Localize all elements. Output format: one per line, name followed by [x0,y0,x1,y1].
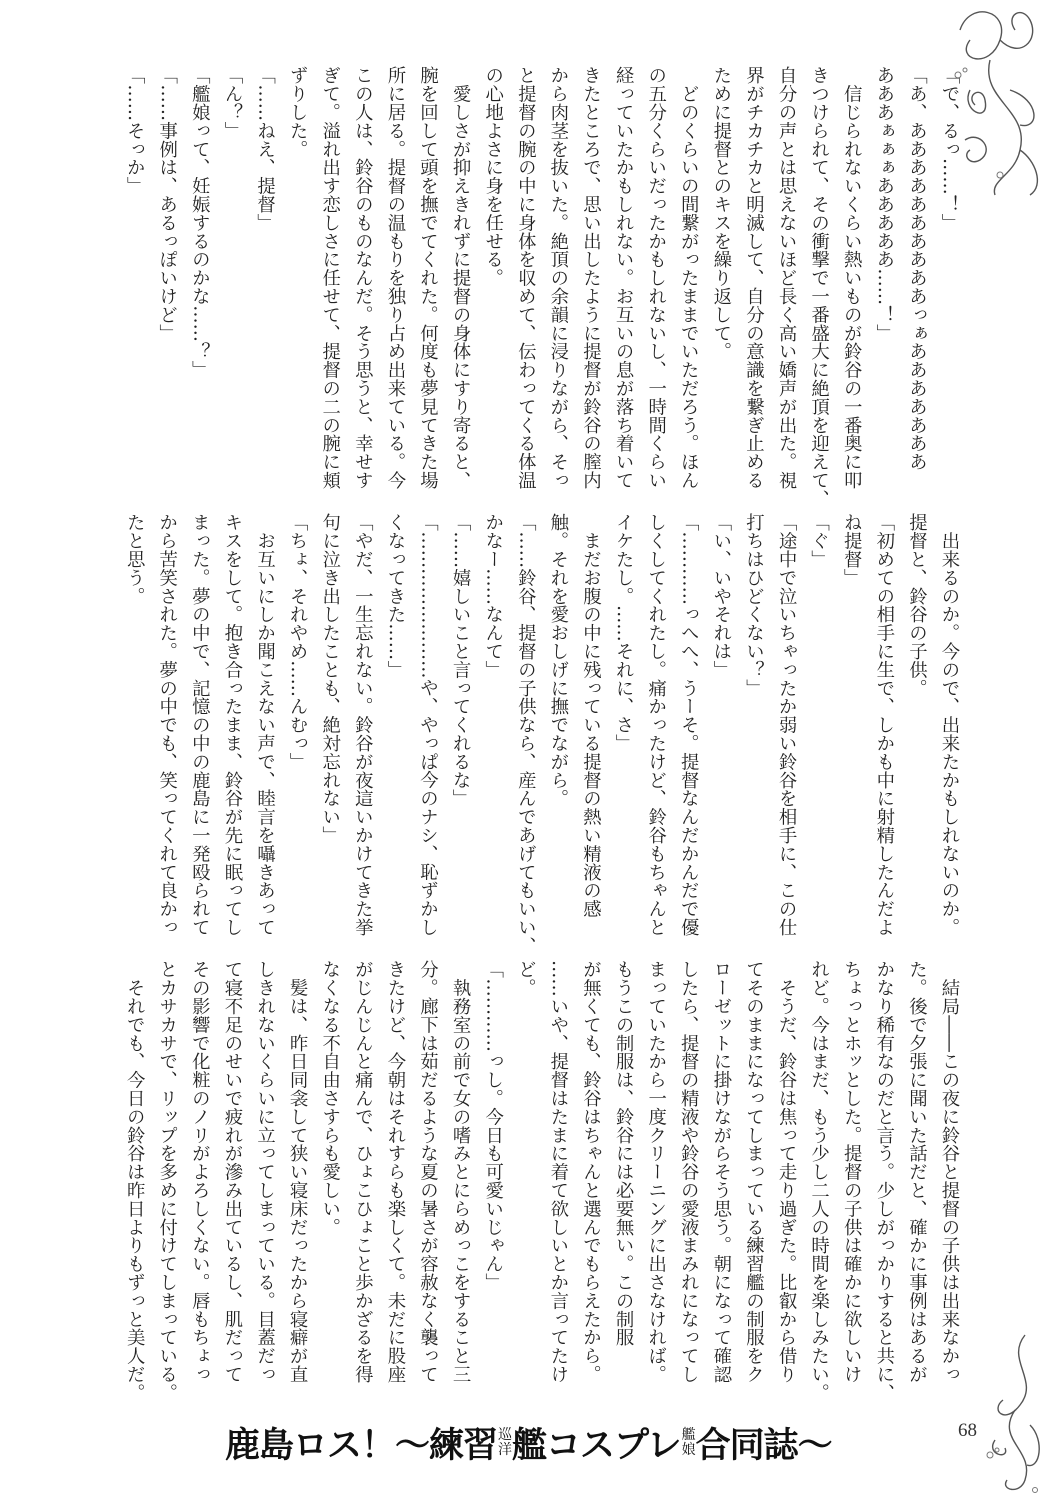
text-column: この人は、鈴谷のものなんだ。そう思うと、幸せす [352,66,374,490]
book-title-footer [225,1418,832,1468]
text-column: きつけられて、その衝撃で一番盛大に絶頂を迎えて、 [808,66,830,508]
text-column: そうだ、鈴谷は焦って走り過ぎた。比叡から借り [776,960,798,1384]
text-column: 「…………っし。今日も可愛いじゃん」 [482,960,504,1292]
text-column: ために提督とのキスを繰り返して。 [710,66,732,361]
ruby-char: 巡 [498,1427,512,1443]
ruby-annotation [682,1428,695,1458]
text-column: ……いや、提督はたまに着て欲しいとか言ってたけ [547,960,569,1384]
text-column: 「途中で泣いちゃったか弱い鈴谷を相手に、この仕 [776,513,798,937]
text-column: きたところで、思い出したように提督が鈴谷の膣内 [580,66,602,490]
text-column: 愛しさが抑えきれずに提督の身体にすり寄ると、 [450,66,472,490]
text-column: まっていたから一度クリーニングに出さなければ。 [645,960,667,1384]
text-column: 結局――この夜に鈴谷と提督の子供は出来なかっ [939,960,960,1384]
text-column: その影響で化粧のノリがよろしくない。唇もちょっ [189,960,211,1384]
text-column: 「で、るっ……！」 [939,66,960,232]
text-column: 自分の声とは思えないほど長く高い嬌声が出た。視 [776,66,798,490]
ruby-char: 艦 [681,1427,695,1443]
text-column: 打ちはひどくない？」 [743,513,765,697]
text-column: キスをして。抱き合ったまま、鈴谷が先に眠ってし [221,513,243,937]
text-column: ローゼットに掛けながらそう思う。朝になって確認 [710,960,732,1384]
text-column: とカサカサで、リップを多めに付けてしまっている。 [156,960,178,1402]
title-part: 艦コスプレ [512,1426,681,1466]
text-column: それでも、今日の鈴谷は昨日よりもずっと美人だ。 [124,960,146,1402]
text-column: 提督と、鈴谷の子供。 [906,513,928,697]
text-column: あああぁぁぁあああああ……！」 [873,66,895,342]
text-column: まだお腹の中に残っている提督の熱い精液の感 [580,513,602,918]
text-column: 「……嬉しいこと言ってくれるな」 [450,513,472,808]
text-column: 髪は、昨日同衾して狭い寝床だったから寝癖が直 [287,960,309,1384]
text-column: ど。 [515,960,537,997]
text-column: 出来るのか。今ので、出来たかもしれないのか。 [939,513,960,937]
text-column: どのくらいの間繋がったままでいただろう。ほん [678,66,700,490]
text-column: から肉茎を抜いた。絶頂の余韻に浸りながら、そっ [547,66,569,490]
text-column: しくしてくれたし。痛かったけど、鈴谷もちゃんと [645,513,667,937]
text-column: イケたし。……それに、さ」 [613,513,635,753]
text-column: て寝不足のせいで疲れが滲み出ているし、肌だって [221,960,243,1384]
text-column: ちょっとホッとした。提督の子供は確かに欲しいけ [841,960,863,1384]
text-column: 「やだ、一生忘れない。鈴谷が夜這いかけてきた挙 [352,513,374,937]
text-column: 信じられないくらい熱いものが鈴谷の一番奥に叩 [841,66,863,490]
text-column: ね提督」 [841,513,863,587]
text-column: 「艦娘って、妊娠するのかな……？」 [189,66,211,379]
text-column: が無くても、鈴谷はちゃんと選んでもらえたから。 [580,960,602,1384]
ruby-annotation [498,1428,511,1458]
text-column: きたけど、今朝はそれすらも楽しくて。未だに股座 [384,960,406,1384]
ruby-char: 娘 [681,1442,695,1458]
text-column: 所に居る。提督の温もりを独り占め出来ている。今 [384,66,406,490]
text-column: てそのままになってしまっている練習艦の制服をク [743,960,765,1384]
text-column: がじんじんと痛んで、ひょこひょこと歩かざるを得 [352,960,374,1384]
text-column: したら、提督の精液や鈴谷の愛液まみれになってし [678,960,700,1384]
text-column: 「…………っへへ、うーそ。提督なんだかんだで優 [678,513,700,937]
text-column: 界がチカチカと明滅して、自分の意識を繋ぎ止める [743,66,765,490]
text-column: くなってきた……」 [384,513,406,679]
text-block-top [118,66,965,510]
text-column: 「ぐ」 [808,513,830,569]
text-column: かなー……なんて」 [482,513,504,679]
page-number: 68 [958,1420,977,1441]
text-column: かなり稀有なのだと言う。少しがっかりすると共に、 [873,960,895,1402]
title-part: 合同誌～ [695,1426,832,1466]
text-column: た。後で夕張に聞いた話だと、確かに事例はあるが [906,960,928,1384]
text-column: まった。夢の中で、記憶の中の鹿島に一発殴られて [189,513,211,937]
text-column: 「あ、ああああああああああっぁあああああああ [906,66,928,471]
text-column: たと思う。 [124,513,146,605]
text-column: 執務室の前で女の嗜みとにらめっこをすること三 [450,960,472,1384]
text-column: と提督の腕の中に身体を収めて、伝わってくる体温 [515,66,537,490]
text-column: 「……ねえ、提督」 [254,66,276,232]
text-column: の心地よさに身を任せる。 [482,66,504,287]
text-column: 分。廊下は茹だるような夏の暑さが容赦なく襲って [417,960,439,1384]
text-column: 「い、いやそれは」 [710,513,732,679]
text-column: もうこの制服は、鈴谷には必要無い。この制服 [613,960,635,1347]
text-column: 「……鈴谷、提督の子供なら、産んであげてもいい、 [515,513,537,955]
text-column: れど。今はまだ、もう少し二人の時間を楽しみたい。 [808,960,830,1402]
text-column: 「……そっか」 [124,66,146,195]
corner-ornament-bottom [985,1330,1045,1500]
text-column: の五分くらいだったかもしれないし、一時間くらい [645,66,667,490]
text-column: 経っていたかもしれない。お互いの息が落ち着いて [613,66,635,490]
text-column: 「ちょ、それやめ……んむっ」 [287,513,309,771]
text-column: お互いにしか聞こえない声で、睦言を囁きあって [254,513,276,937]
text-column: 触。それを愛おしげに撫でながら。 [547,513,569,808]
ruby-char: 洋 [498,1442,512,1458]
text-column: なくなる不自由さすらも愛しい。 [319,960,341,1236]
text-column: 「……事例は、あるっぽいけど」 [156,66,178,342]
text-block-middle [118,513,965,957]
title-part: 鹿島ロス！～練習 [225,1426,498,1466]
text-column: から苦笑された。夢の中でも、笑ってくれて良かっ [156,513,178,937]
text-column: 「……………………や、やっぱ今のナシ、恥ずかし [417,513,439,937]
text-column: ずりした。 [287,66,309,158]
text-column: ぎて。溢れ出す恋しさに任せて、提督の二の腕に頬 [319,66,341,490]
text-column: 句に泣き出したことも、絶対忘れない」 [319,513,341,845]
text-column: 「ん？」 [221,66,243,140]
text-column: 「初めての相手に生で、しかも中に射精したんだよ [873,513,895,937]
text-block-bottom [118,960,965,1404]
text-column: 腕を回して頭を撫でてくれた。何度も夢見てきた場 [417,66,439,490]
text-column: しきれないくらいに立ってしまっている。目蓋だっ [254,960,276,1384]
